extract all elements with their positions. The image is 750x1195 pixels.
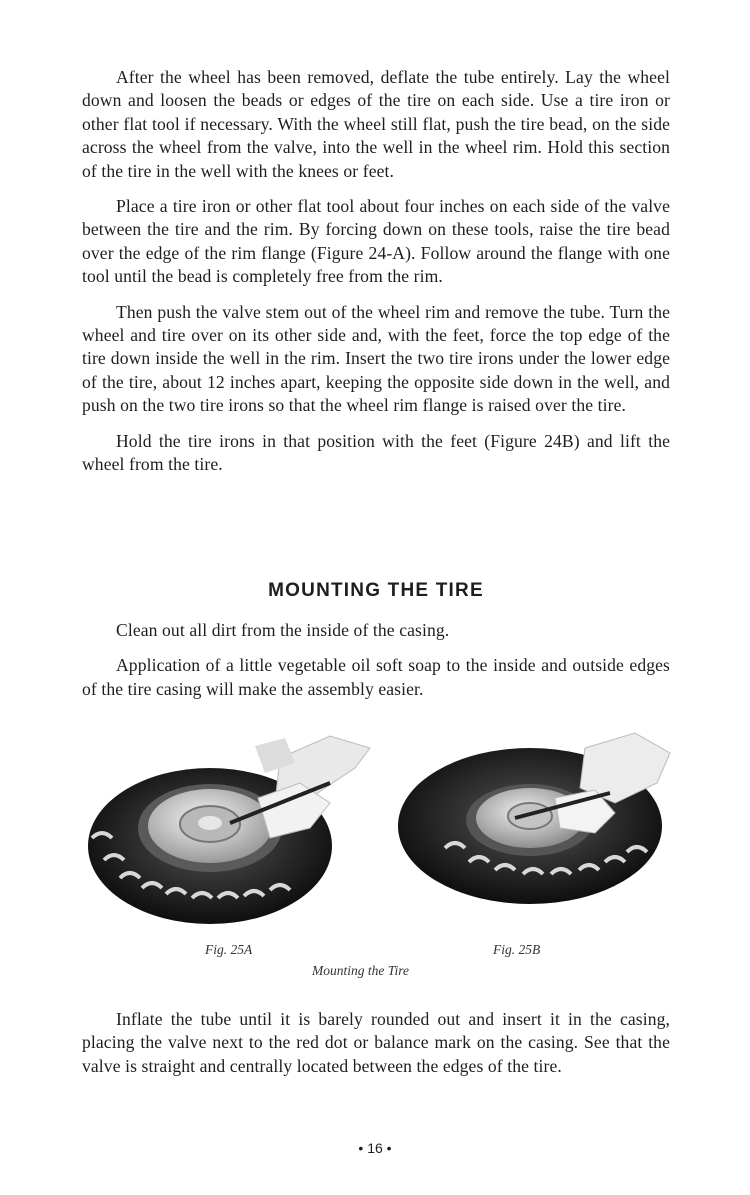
section-heading: MOUNTING THE TIRE [268,580,484,601]
tire-photo-right [395,728,675,928]
text-section-mounting [82,619,670,713]
figure-label-25b: Fig. 25B [493,942,541,957]
text-section-inflate [82,1008,670,1090]
paragraph: Clean out all dirt from the inside of the casing. [116,620,450,640]
paragraph: Place a tire iron or other flat tool about four inches on each side of the valve between the tire and the rim. By forcing down on these tools, raise the tire bead over the edge of the rim flange (Figure 24-A). Follow around the flange with one tool until the bead is completely free from the rim. [82,196,670,287]
paragraph: After the wheel has been removed, deflate the tube entirely. Lay the wheel down and loosen the beads or edges of the tire on each side. Use a tire iron or other flat tool if necessary. With the wheel still flat, push the tire bead, on the side across the wheel from the valve, into the well in the wheel rim. Hold this section of the tire in the well with the knees or feet. [82,67,670,181]
paragraph: Then push the valve stem out of the wheel rim and remove the tube. Turn the wheel and tire over on its other side and, with the feet, force the top edge of the tire down inside the well in the rim. Insert the two tire irons under the lower edge of the tire, about 12 inches apart, keeping the opposite side down in the well, and push on the two tire irons so that the wheel rim flange is raised over the tire. [82,301,670,416]
paragraph: Inflate the tube until it is barely rounded out and insert it in the casing, placing the valve next to the red dot or balance mark on the casing. See that the valve is straight and centrally located between the edges of the tire. [82,1009,670,1076]
paragraph: Hold the tire irons in that position with the feet (Figure 24B) and lift the wheel from the tire. [82,430,670,475]
figure-caption: Mounting the Tire [312,963,409,978]
tire-photo-left [80,728,380,928]
paragraph: Application of a little vegetable oil soft soap to the inside and outside edges of the tire casing will make the assembly easier. [82,655,670,699]
figure-label-25a: Fig. 25A [205,942,253,957]
page-number: • 16 • [358,1140,392,1156]
text-section-removal [82,66,670,489]
